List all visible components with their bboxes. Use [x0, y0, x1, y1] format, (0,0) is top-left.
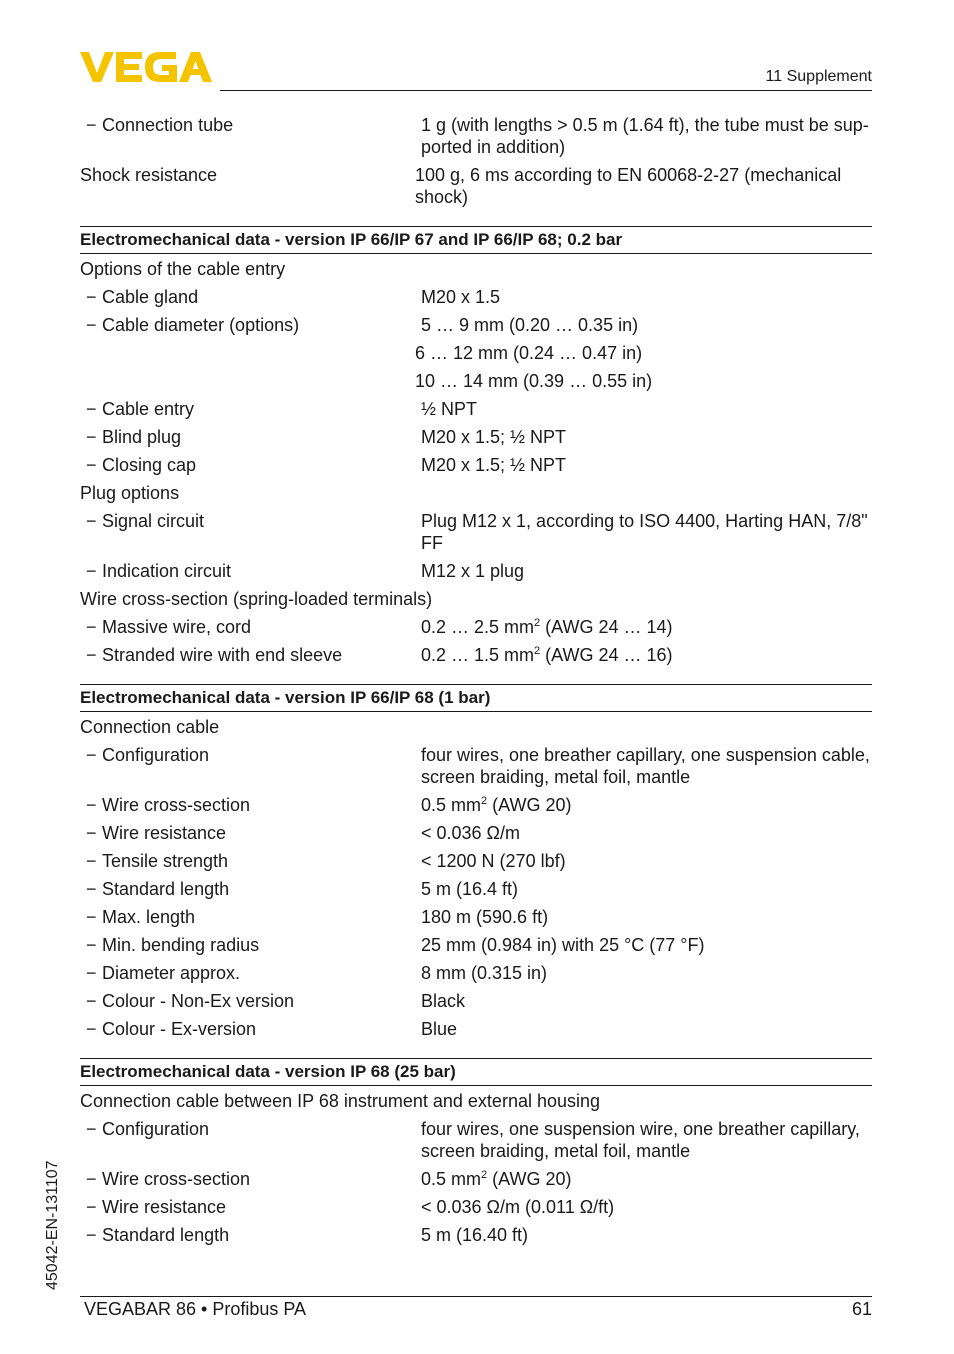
- spec-row: − Max. length 180 m (590.6 ft): [80, 904, 872, 932]
- spec-row: − Min. bending radius 25 mm (0.984 in) with 25 °C (77 °F): [80, 932, 872, 960]
- spec-row: − Cable diameter (options) 5 … 9 mm (0.20 … 0.35 in): [80, 312, 872, 340]
- spec-label: Massive wire, cord: [102, 617, 252, 637]
- spec-value: < 1200 N (270 lbf): [421, 851, 566, 871]
- spec-row: − Standard length 5 m (16.40 ft): [80, 1222, 872, 1250]
- section-heading: Electromechanical data - version IP 68 (25 bar): [80, 1058, 872, 1086]
- spec-label: Colour - Non-Ex version: [102, 991, 295, 1011]
- spec-row: − Signal circuit Plug M12 x 1, according to ISO 4400, Harting HAN, 7/8" FF: [80, 508, 872, 558]
- spec-label: Configuration: [102, 745, 210, 765]
- spec-value: 0.2 … 2.5 $mm^2$ (AWG 24 … 14): [421, 617, 673, 637]
- spec-value: 0.5 $mm^2$ (AWG 20): [421, 1169, 572, 1189]
- spec-row: − Cable entry ½ NPT: [80, 396, 872, 424]
- spec-label: Wire resistance: [102, 823, 227, 843]
- spec-row-shock-resistance: [80, 162, 872, 212]
- spec-row: − Wire resistance < 0.036 Ω/m: [80, 820, 872, 848]
- spec-value: ½ NPT: [421, 399, 478, 419]
- spec-row: − Colour - Non-Ex version Black: [80, 988, 872, 1016]
- spec-label: Standard length: [102, 1225, 230, 1245]
- spec-value: M20 x 1.5; ½ NPT: [421, 427, 567, 447]
- spec-label: Wire cross-section: [102, 1169, 251, 1189]
- spec-value: 180 m (590.6 ft): [421, 907, 549, 927]
- spec-value: Black: [421, 991, 466, 1011]
- spec-row: − Blind plug M20 x 1.5; ½ NPT: [80, 424, 872, 452]
- spec-label: Indication circuit: [102, 561, 232, 581]
- spec-content: [80, 112, 872, 1250]
- spec-value: 25 mm (0.984 in) with 25 °C (77 °F): [421, 935, 705, 955]
- spec-label: Blind plug: [102, 427, 182, 447]
- spec-row: − Wire cross-section 0.5 $mm^2$ (AWG 20): [80, 792, 872, 820]
- spec-row: [80, 340, 872, 368]
- spec-label: Cable gland: [102, 287, 199, 307]
- spec-value: 0.2 … 1.5 $mm^2$ (AWG 24 … 16): [421, 645, 673, 665]
- spec-label: Colour - Ex-version: [102, 1019, 257, 1039]
- spec-row: − Stranded wire with end sleeve 0.2 … 1.5 $mm^2$ (AWG 24 … 16): [80, 642, 872, 670]
- spec-value: Blue: [421, 1019, 458, 1039]
- spec-value: four wires, one breather capillary, one suspension cable, screen braiding, metal foil, mantle: [421, 745, 870, 787]
- spec-row: − Tensile strength < 1200 N (270 lbf): [80, 848, 872, 876]
- spec-row-connection-tube: − Connection tube 1 g (with lengths > 0.5 m (1.64 ft), the tube must be sup-ported in addition): [80, 112, 872, 162]
- spec-row: − Wire resistance < 0.036 Ω/m (0.011 Ω/ft): [80, 1194, 872, 1222]
- spec-label: Tensile strength: [102, 851, 229, 871]
- spec-label: Standard length: [102, 879, 230, 899]
- spec-value: 1 g (with lengths > 0.5 m (1.64 ft), the tube must be sup-ported in addition): [421, 115, 869, 157]
- spec-row: − Closing cap M20 x 1.5; ½ NPT: [80, 452, 872, 480]
- spec-label: Closing cap: [102, 455, 197, 475]
- spec-label: Diameter approx.: [102, 963, 241, 983]
- spec-value: 8 mm (0.315 in): [421, 963, 548, 983]
- page-number: 61: [851, 1299, 872, 1319]
- spec-value: Plug M12 x 1, according to ISO 4400, Harting HAN, 7/8" FF: [421, 511, 868, 553]
- spec-row: − Diameter approx. 8 mm (0.315 in): [80, 960, 872, 988]
- group-label: Connection cable between IP 68 instrument and external housing: [80, 1091, 601, 1111]
- spec-row: − Configuration four wires, one suspension wire, one breather capillary, screen braiding, metal foil, mantle: [80, 1116, 872, 1166]
- spec-label: Signal circuit: [102, 511, 205, 531]
- spec-value: 0.5 $mm^2$ (AWG 20): [421, 795, 572, 815]
- spec-value: 6 … 12 mm (0.24 … 0.47 in): [415, 343, 643, 363]
- document-id: 45042-EN-131107: [44, 1160, 61, 1290]
- group-label: Options of the cable entry: [80, 259, 286, 279]
- spec-value: M20 x 1.5; ½ NPT: [421, 455, 567, 475]
- group-label: Wire cross-section (spring-loaded terminals): [80, 589, 433, 609]
- spec-value: 10 … 14 mm (0.39 … 0.55 in): [415, 371, 653, 391]
- group-label: Connection cable: [80, 717, 220, 737]
- group-label: Plug options: [80, 483, 180, 503]
- section-heading: Electromechanical data - version IP 66/IP 67 and IP 66/IP 68; 0.2 bar: [80, 226, 872, 254]
- spec-label: Cable entry: [102, 399, 195, 419]
- spec-row: − Configuration four wires, one breather capillary, one suspension cable, screen braiding, metal foil, mantle: [80, 742, 872, 792]
- spec-value: four wires, one suspension wire, one breather capillary, screen braiding, metal foil, mantle: [421, 1119, 860, 1161]
- spec-value: < 0.036 Ω/m (0.011 Ω/ft): [421, 1197, 615, 1217]
- spec-value: 100 g, 6 ms according to EN 60068-2-27 (mechanical shock): [415, 165, 842, 207]
- spec-value: 5 m (16.4 ft): [421, 879, 519, 899]
- header-divider: [220, 90, 872, 91]
- footer-divider: [80, 1296, 872, 1297]
- spec-row: − Indication circuit M12 x 1 plug: [80, 558, 872, 586]
- spec-row: − Cable gland M20 x 1.5: [80, 284, 872, 312]
- spec-row: − Wire cross-section 0.5 $mm^2$ (AWG 20): [80, 1166, 872, 1194]
- spec-row: [80, 368, 872, 396]
- section-heading: Electromechanical data - version IP 66/IP 68 (1 bar): [80, 684, 872, 712]
- spec-label: Wire cross-section: [102, 795, 251, 815]
- spec-row: − Standard length 5 m (16.4 ft): [80, 876, 872, 904]
- spec-label: Stranded wire with end sleeve: [102, 645, 343, 665]
- spec-label: Configuration: [102, 1119, 210, 1139]
- spec-value: < 0.036 Ω/m: [421, 823, 521, 843]
- spec-label: Cable diameter (options): [102, 315, 300, 335]
- spec-label: Connection tube: [102, 115, 234, 135]
- section-header: 11 Supplement: [765, 68, 872, 85]
- spec-label: Wire resistance: [102, 1197, 227, 1217]
- spec-value: M12 x 1 plug: [421, 561, 525, 581]
- vega-logo: [80, 50, 212, 84]
- spec-label: Shock resistance: [80, 165, 218, 185]
- spec-value: 5 … 9 mm (0.20 … 0.35 in): [421, 315, 639, 335]
- footer-product: VEGABAR 86 • Profibus PA: [84, 1299, 307, 1319]
- spec-label: Min. bending radius: [102, 935, 260, 955]
- spec-value: M20 x 1.5: [421, 287, 501, 307]
- spec-label: Max. length: [102, 907, 196, 927]
- spec-row: − Colour - Ex-version Blue: [80, 1016, 872, 1044]
- spec-row: − Massive wire, cord 0.2 … 2.5 $mm^2$ (AWG 24 … 14): [80, 614, 872, 642]
- spec-value: 5 m (16.40 ft): [421, 1225, 529, 1245]
